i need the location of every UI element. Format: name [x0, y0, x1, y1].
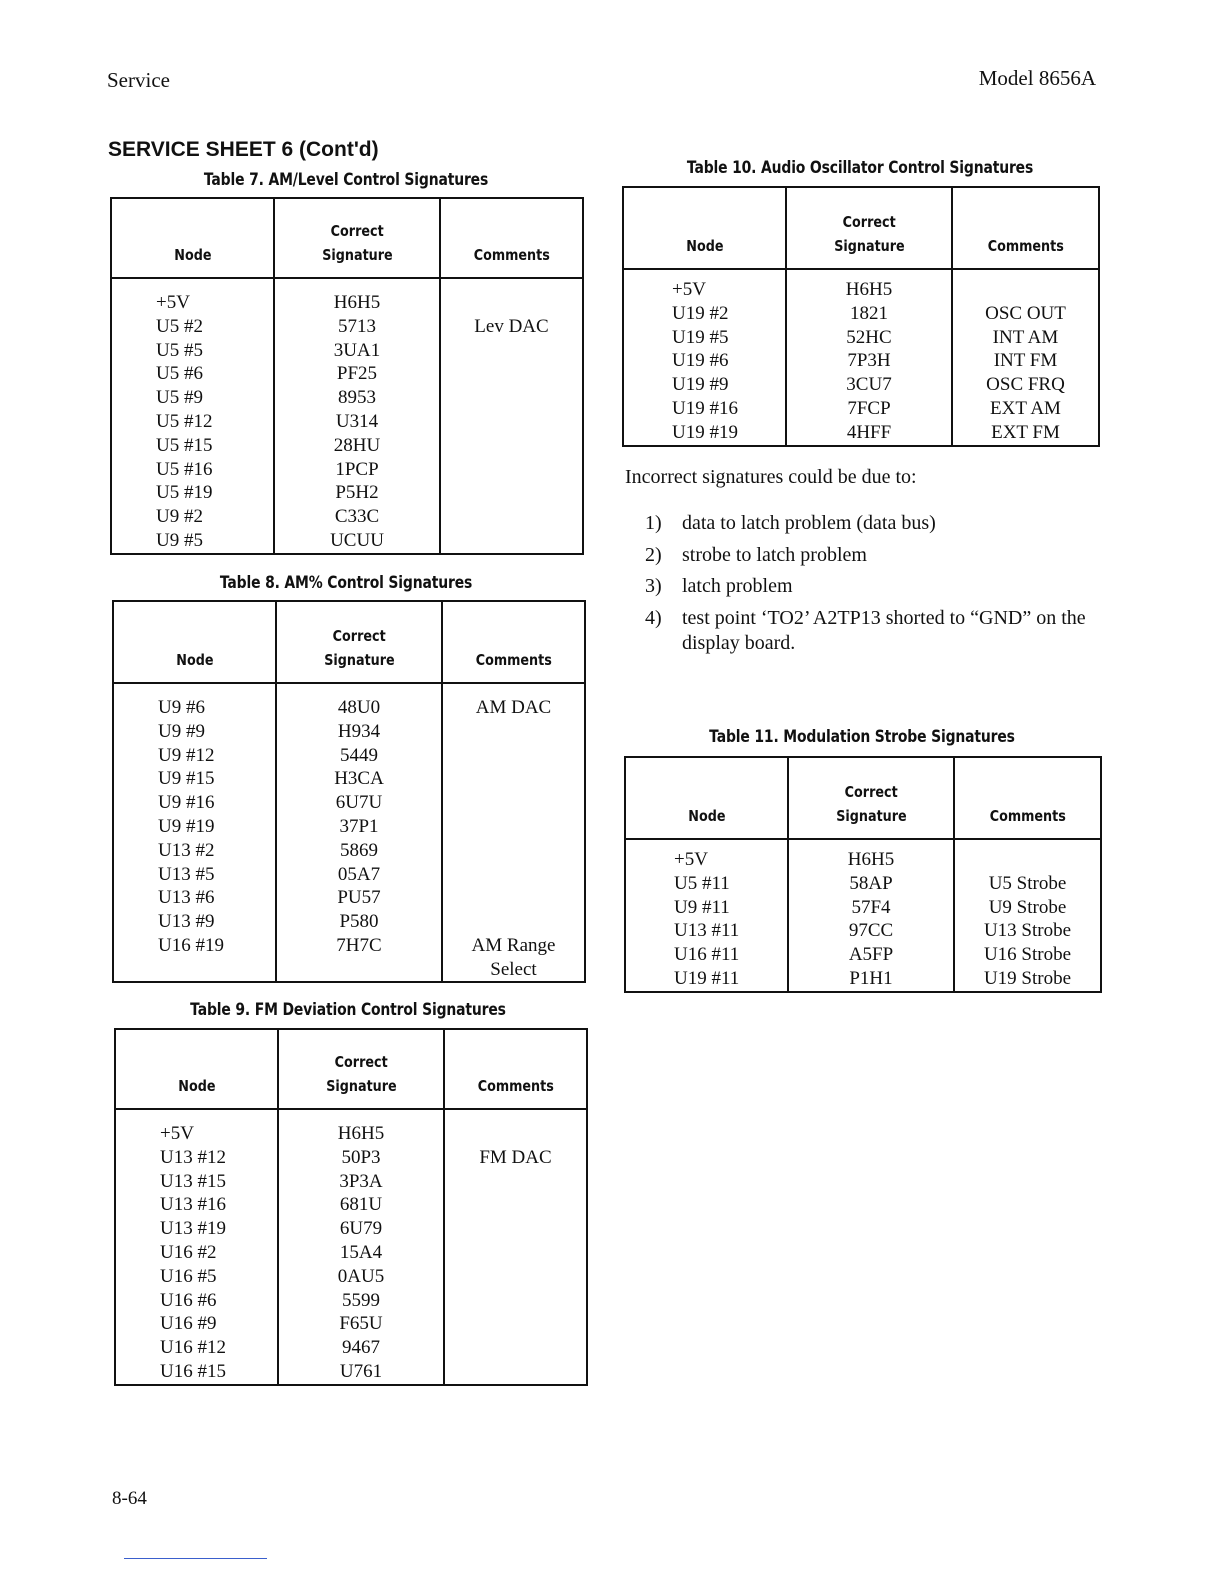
table-cell: U761 — [339, 1360, 383, 1382]
running-header-model: Model 8656A — [978, 66, 1096, 90]
cause-item — [645, 574, 1112, 599]
table-cell: U9 #9 — [158, 720, 205, 742]
table-cell: U16 #12 — [160, 1337, 226, 1359]
table10-signature-column — [786, 269, 952, 446]
table-cell: U16 #11 — [674, 944, 740, 966]
cause-item — [645, 543, 1112, 568]
table-cell: EXT AM — [990, 397, 1061, 419]
table10 — [622, 186, 1100, 447]
table-cell: U5 #19 — [156, 482, 213, 504]
table9-signature-column — [278, 1109, 444, 1385]
table-cell: H3CA — [334, 768, 384, 790]
table7-node-column — [111, 278, 274, 554]
footer-rule — [124, 1558, 267, 1559]
table-cell: U13 #19 — [160, 1218, 226, 1240]
table-cell: U5 #12 — [156, 410, 213, 432]
table-cell: 0AU5 — [337, 1265, 385, 1287]
signature-header: Correct Signature — [786, 187, 952, 269]
table-cell: U19 #5 — [672, 326, 729, 348]
table-cell: U5 #5 — [156, 339, 203, 361]
table-cell: U13 #9 — [158, 911, 215, 933]
table-cell: OSC OUT — [985, 302, 1066, 324]
table-cell: 58AP — [849, 872, 893, 894]
table-cell — [955, 848, 1100, 872]
table-cell: H6H5 — [333, 292, 381, 313]
cause-number: 4) — [645, 606, 662, 629]
table-cell: 5713 — [338, 315, 376, 337]
table-cell: U19 #2 — [672, 302, 729, 324]
table8-node-column — [113, 683, 276, 982]
cause-number: 2) — [645, 543, 662, 566]
table-cell: 4HFF — [846, 421, 892, 443]
table-cell: U16 #19 — [158, 934, 224, 956]
table-cell: +5V — [674, 849, 708, 870]
table11 — [624, 756, 1102, 993]
table-cell: U9 #16 — [158, 792, 215, 814]
table-cell: H934 — [337, 720, 381, 742]
table-cell: 681U — [339, 1194, 383, 1216]
table-cell: U19 Strobe — [983, 967, 1072, 989]
table-cell: 57F4 — [851, 896, 891, 918]
table-cell: H6H5 — [845, 279, 893, 300]
table-cell: U5 #11 — [674, 872, 730, 894]
table-cell: 7FCP — [847, 397, 891, 419]
node-header: Node — [113, 601, 276, 683]
table-cell: OSC FRQ — [986, 374, 1065, 396]
table9-comment-column — [444, 1109, 587, 1385]
table-cell: PU57 — [337, 887, 381, 909]
signature-header: Correct Signature — [788, 757, 954, 839]
table7-signature-column — [274, 278, 440, 554]
table-cell: U9 #2 — [156, 506, 203, 528]
table-cell: U5 #2 — [156, 315, 203, 337]
table7-header-row — [111, 198, 583, 278]
cause-text: latch problem — [682, 575, 793, 597]
table-cell: 48U0 — [337, 697, 381, 718]
comments-header: Comments — [442, 601, 585, 683]
table11-node-column — [625, 839, 788, 992]
table-cell: 50P3 — [341, 1146, 381, 1168]
table-cell: 97CC — [848, 920, 894, 942]
comments-header: Comments — [952, 187, 1099, 269]
table-cell: INT AM — [992, 326, 1059, 348]
table-cell: U5 #15 — [156, 434, 213, 456]
table-cell: +5V — [672, 279, 706, 300]
table-cell: 7H7C — [336, 934, 382, 956]
table-cell: U19 #19 — [672, 421, 738, 443]
table-cell: INT FM — [993, 350, 1058, 372]
table-cell: 5599 — [342, 1289, 380, 1311]
signature-header: Correct Signature — [278, 1029, 444, 1109]
table-cell — [953, 278, 1098, 302]
cause-text: test point ‘TO2’ A2TP13 shorted to “GND” on the display board. — [682, 606, 1086, 654]
table-cell: U9 #5 — [156, 529, 203, 551]
table-cell: U13 Strobe — [983, 920, 1072, 942]
table9-comment: FM DAC — [479, 1147, 552, 1168]
table8 — [112, 600, 586, 983]
table-cell: F65U — [339, 1313, 383, 1335]
table7 — [110, 197, 584, 555]
table-cell: H6H5 — [337, 1123, 385, 1144]
table-cell: 05A7 — [337, 863, 381, 885]
table-cell: U19 #6 — [672, 350, 729, 372]
table7-comment-column — [440, 278, 583, 554]
table11-header-row — [625, 757, 1101, 839]
cause-text: strobe to latch problem — [682, 543, 867, 566]
table-cell: U16 #2 — [160, 1241, 217, 1263]
table-cell: U13 #5 — [158, 863, 215, 885]
table-cell: 3CU7 — [846, 374, 892, 396]
table-cell: U13 #16 — [160, 1194, 226, 1216]
cause-number: 3) — [645, 575, 662, 597]
table11-comment-column — [954, 839, 1101, 992]
table-cell: 1PCP — [335, 458, 379, 480]
table9-node-column — [115, 1109, 278, 1385]
table8-header-row — [113, 601, 585, 683]
table-cell: UCUU — [330, 529, 384, 551]
table-cell: 5449 — [340, 744, 378, 766]
table-cell: 3P3A — [339, 1170, 383, 1192]
table-cell: P580 — [339, 911, 379, 933]
comments-header: Comments — [440, 198, 583, 278]
table-cell: U9 #19 — [158, 815, 215, 837]
table7-comment: Lev DAC — [474, 316, 549, 337]
table-cell: U19 #9 — [672, 374, 729, 396]
table-cell: U19 #11 — [674, 967, 740, 989]
running-header-section: Service — [107, 68, 170, 92]
table8-caption: Table 8. AM% Control Signatures — [219, 573, 473, 593]
table-cell: P1H1 — [849, 967, 893, 989]
table-cell: U5 #9 — [156, 387, 203, 409]
table10-caption: Table 10. Audio Oscillator Control Signatures — [686, 158, 1034, 178]
causes-list — [645, 511, 1112, 662]
table8-signature-column — [276, 683, 442, 982]
table-cell: U13 #15 — [160, 1170, 226, 1192]
table-cell: U5 #6 — [156, 363, 203, 385]
table10-header-row — [623, 187, 1099, 269]
table-cell: 1821 — [850, 302, 888, 324]
table-cell: U19 #16 — [672, 397, 738, 419]
table-cell: U16 #9 — [160, 1313, 217, 1335]
signature-header: Correct Signature — [276, 601, 442, 683]
incorrect-signatures-intro: Incorrect signatures could be due to: — [625, 466, 917, 488]
page-number: 8-64 — [112, 1488, 147, 1509]
table-cell: 28HU — [333, 434, 381, 456]
table-cell: U9 #15 — [158, 768, 215, 790]
table-cell: U13 #11 — [674, 920, 740, 942]
node-header: Node — [115, 1029, 278, 1109]
table-cell: U9 #11 — [674, 896, 730, 918]
table8-comment-top: AM DAC — [475, 697, 552, 718]
table-cell: 3UA1 — [333, 339, 381, 361]
table-cell: U5 Strobe — [988, 872, 1067, 894]
sheet-title: SERVICE SHEET 6 (Cont'd) — [108, 138, 379, 161]
cause-text: data to latch problem (data bus) — [682, 512, 936, 534]
table-cell: U5 #16 — [156, 458, 213, 480]
table-cell: U9 Strobe — [988, 896, 1067, 918]
node-header: Node — [623, 187, 786, 269]
table9-caption: Table 9. FM Deviation Control Signatures — [190, 1000, 506, 1020]
table8-comment-column — [442, 683, 585, 982]
table-cell: 6U79 — [339, 1218, 383, 1240]
table-cell: 9467 — [342, 1337, 380, 1359]
table-cell: 8953 — [338, 387, 376, 409]
table10-node-column — [623, 269, 786, 446]
table-cell: H6H5 — [847, 849, 895, 870]
table-cell: U9 #12 — [158, 744, 215, 766]
table-cell: U314 — [335, 410, 379, 432]
table-cell: U16 Strobe — [983, 944, 1072, 966]
node-header: Node — [625, 757, 788, 839]
table-cell: 6U7U — [335, 792, 383, 814]
signature-header: Correct Signature — [274, 198, 440, 278]
table9-header-row — [115, 1029, 587, 1109]
table9 — [114, 1028, 588, 1386]
table-cell: U16 #6 — [160, 1289, 217, 1311]
cause-item — [645, 511, 1112, 536]
comments-header: Comments — [444, 1029, 587, 1109]
table-cell: 37P1 — [339, 815, 379, 837]
table-cell: C33C — [334, 506, 380, 528]
table-cell: U16 #5 — [160, 1265, 217, 1287]
table-cell: P5H2 — [335, 482, 379, 504]
table11-signature-column — [788, 839, 954, 992]
table11-caption: Table 11. Modulation Strobe Signatures — [709, 727, 1015, 747]
table-cell: U13 #2 — [158, 839, 215, 861]
table-cell: +5V — [160, 1123, 194, 1144]
table8-comment-bottom: AM Range Select — [471, 934, 556, 980]
table7-caption: Table 7. AM/Level Control Signatures — [203, 170, 489, 190]
table-cell: PF25 — [336, 363, 378, 385]
cause-item — [645, 606, 1112, 656]
table-cell: 15A4 — [339, 1241, 383, 1263]
table-cell: 5869 — [340, 839, 378, 861]
comments-header: Comments — [954, 757, 1101, 839]
table-cell: U16 #15 — [160, 1360, 226, 1382]
table-cell: 7P3H — [847, 350, 891, 372]
table-cell: 52HC — [846, 326, 892, 348]
table-cell: U13 #6 — [158, 887, 215, 909]
table10-comment-column — [952, 269, 1099, 446]
table-cell: EXT FM — [991, 421, 1060, 443]
table-cell: U9 #6 — [158, 697, 205, 718]
node-header: Node — [111, 198, 274, 278]
table-cell: A5FP — [848, 944, 894, 966]
table-cell: U13 #12 — [160, 1146, 226, 1168]
cause-number: 1) — [645, 512, 662, 534]
table-cell: +5V — [156, 292, 190, 313]
